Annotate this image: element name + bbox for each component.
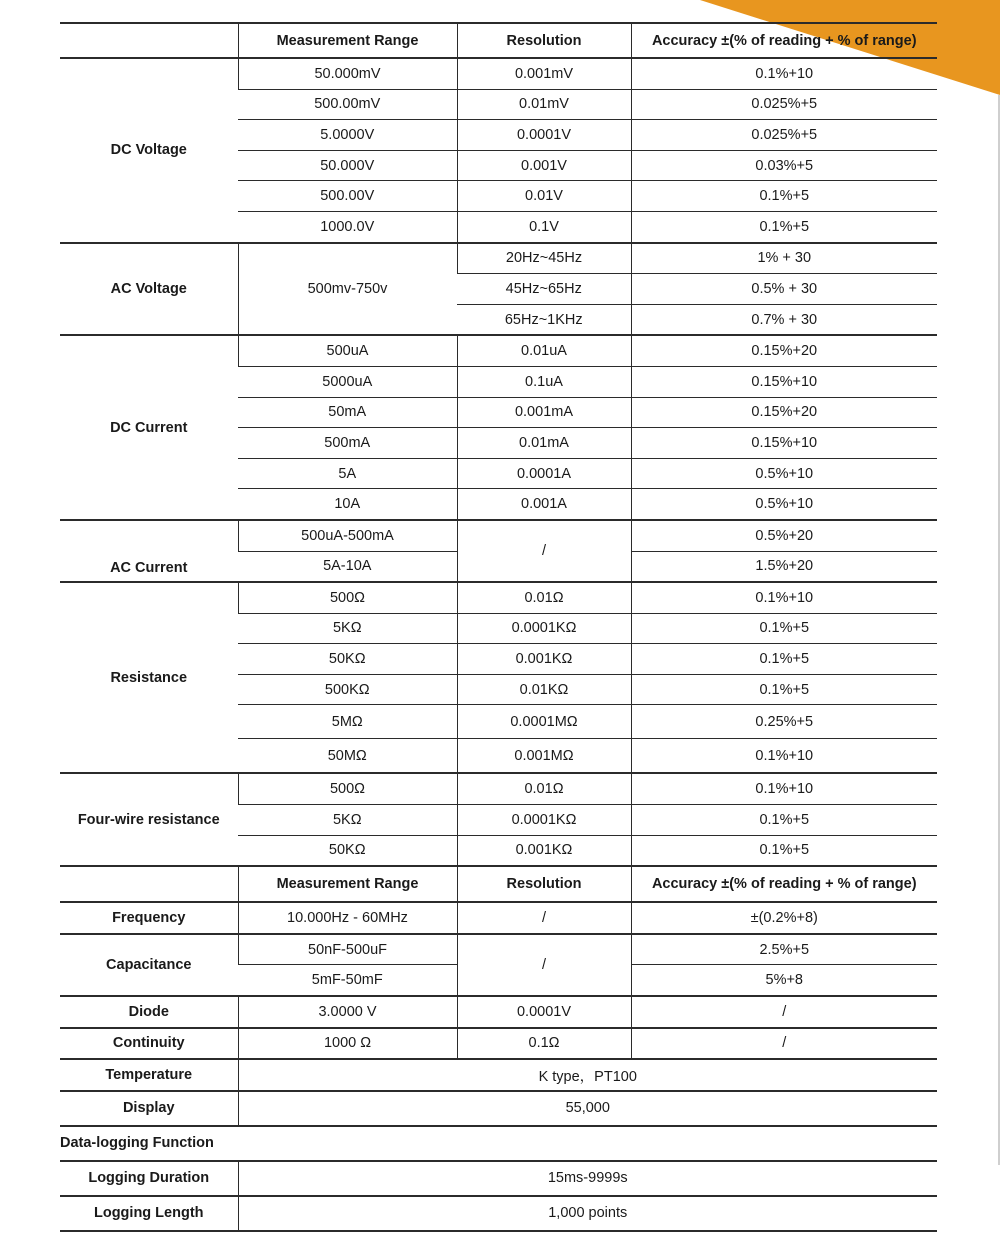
range-cell: 50.000mV — [238, 58, 457, 89]
accuracy-cell: 1.5%+20 — [631, 551, 937, 582]
category-ac-voltage: AC Voltage — [60, 243, 238, 336]
range-cell: 500.00mV — [238, 89, 457, 120]
resolution-cell: 0.0001V — [457, 120, 631, 151]
display-value: 55,000 — [238, 1091, 937, 1126]
resolution-cell: 20Hz~45Hz — [457, 243, 631, 274]
category-ac-current: AC Current — [60, 520, 238, 582]
resolution-cell: 0.0001A — [457, 458, 631, 489]
table-row — [60, 1028, 937, 1060]
table-header-row — [60, 23, 937, 58]
range-cell: 5A-10A — [238, 551, 457, 582]
table-row — [60, 520, 937, 551]
accuracy-cell: 5%+8 — [631, 965, 937, 996]
range-cell: 500uA — [238, 335, 457, 366]
accuracy-cell: 0.25%+5 — [631, 705, 937, 739]
resolution-cell: 0.1V — [457, 211, 631, 242]
accuracy-cell: 0.03%+5 — [631, 150, 937, 181]
header-blank-cell — [60, 866, 238, 902]
accuracy-cell: 0.1%+5 — [631, 835, 937, 866]
resolution-cell: 0.01Ω — [457, 582, 631, 613]
range-cell: 50.000V — [238, 150, 457, 181]
accuracy-cell: 0.5% + 30 — [631, 274, 937, 305]
resolution-cell: 0.01V — [457, 181, 631, 212]
accuracy-cell: 0.1%+5 — [631, 644, 937, 675]
category-temperature: Temperature — [60, 1059, 238, 1091]
accuracy-cell: 0.15%+10 — [631, 428, 937, 459]
resolution-cell: 0.001MΩ — [457, 739, 631, 774]
resolution-cell: / — [457, 902, 631, 934]
accuracy-cell: 0.025%+5 — [631, 120, 937, 151]
resolution-cell: 0.001mA — [457, 397, 631, 428]
range-cell: 50MΩ — [238, 739, 457, 774]
accuracy-cell: 0.15%+20 — [631, 335, 937, 366]
accuracy-cell: 0.15%+10 — [631, 366, 937, 397]
resolution-cell: 0.001V — [457, 150, 631, 181]
table-row — [60, 582, 937, 613]
accuracy-cell: 0.1%+5 — [631, 805, 937, 836]
resolution-cell: 0.01uA — [457, 335, 631, 366]
table-row — [60, 773, 937, 804]
range-cell: 500Ω — [238, 582, 457, 613]
category-capacitance: Capacitance — [60, 934, 238, 996]
range-cell: 5MΩ — [238, 705, 457, 739]
header-blank-cell — [60, 23, 238, 58]
table-row — [60, 335, 937, 366]
accuracy-cell: 1% + 30 — [631, 243, 937, 274]
category-four-wire-resistance: Four-wire resistance — [60, 773, 238, 866]
resolution-cell: 0.01KΩ — [457, 674, 631, 705]
range-cell: 5.0000V — [238, 120, 457, 151]
table-row — [60, 58, 937, 89]
resolution-cell: / — [457, 934, 631, 996]
resolution-cell: 0.0001MΩ — [457, 705, 631, 739]
table-row — [60, 902, 937, 934]
accuracy-cell: / — [631, 1028, 937, 1060]
range-cell: 500KΩ — [238, 674, 457, 705]
accuracy-cell: / — [631, 996, 937, 1028]
table-header-row — [60, 866, 937, 902]
range-cell: 5KΩ — [238, 613, 457, 644]
accuracy-cell: 0.5%+10 — [631, 489, 937, 520]
accuracy-cell: 2.5%+5 — [631, 934, 937, 965]
range-cell: 50nF-500uF — [238, 934, 457, 965]
category-logging-length: Logging Length — [60, 1196, 238, 1231]
resolution-cell: 0.1Ω — [457, 1028, 631, 1060]
accuracy-cell: 0.1%+10 — [631, 58, 937, 89]
accuracy-cell: 0.1%+10 — [631, 773, 937, 804]
accuracy-cell: 0.1%+10 — [631, 582, 937, 613]
table-row — [60, 243, 937, 274]
accuracy-cell: 0.1%+5 — [631, 613, 937, 644]
logging-duration-value: 15ms-9999s — [238, 1161, 937, 1196]
table-row — [60, 996, 937, 1028]
table-row — [60, 1059, 937, 1091]
accuracy-cell: 0.1%+10 — [631, 739, 937, 774]
range-cell: 500mA — [238, 428, 457, 459]
resolution-cell: 0.001KΩ — [457, 644, 631, 675]
table-row — [60, 934, 937, 965]
logging-length-value: 1,000 points — [238, 1196, 937, 1231]
table-row — [60, 1126, 937, 1161]
range-cell: 10A — [238, 489, 457, 520]
table-row — [60, 1091, 937, 1126]
category-frequency: Frequency — [60, 902, 238, 934]
resolution-cell: 0.01mV — [457, 89, 631, 120]
table-row — [60, 1161, 937, 1196]
resolution-cell: 0.001A — [457, 489, 631, 520]
range-cell: 5mF-50mF — [238, 965, 457, 996]
range-cell: 1000.0V — [238, 211, 457, 242]
range-cell: 5KΩ — [238, 805, 457, 836]
temperature-value: K type，PT100 — [238, 1059, 937, 1091]
resolution-cell: 45Hz~65Hz — [457, 274, 631, 305]
resolution-cell: 0.001KΩ — [457, 835, 631, 866]
range-cell: 5000uA — [238, 366, 457, 397]
range-cell: 50KΩ — [238, 644, 457, 675]
resolution-cell: 0.001mV — [457, 58, 631, 89]
resolution-cell: 0.01Ω — [457, 773, 631, 804]
range-cell: 50mA — [238, 397, 457, 428]
header-resolution: Resolution — [457, 23, 631, 58]
category-dc-current: DC Current — [60, 335, 238, 520]
resolution-cell: 0.1uA — [457, 366, 631, 397]
resolution-cell: 65Hz~1KHz — [457, 304, 631, 335]
table-row — [60, 1196, 937, 1231]
resolution-cell: 0.01mA — [457, 428, 631, 459]
header-measurement-range: Measurement Range — [238, 866, 457, 902]
category-logging-duration: Logging Duration — [60, 1161, 238, 1196]
section-data-logging: Data-logging Function — [60, 1126, 937, 1161]
accuracy-cell: 0.1%+5 — [631, 211, 937, 242]
accuracy-cell: 0.15%+20 — [631, 397, 937, 428]
accuracy-cell: 0.5%+20 — [631, 520, 937, 551]
header-measurement-range: Measurement Range — [238, 23, 457, 58]
header-accuracy: Accuracy ±(% of reading + % of range) — [631, 23, 937, 58]
spec-table — [60, 22, 937, 1232]
range-cell: 5A — [238, 458, 457, 489]
accuracy-cell: 0.025%+5 — [631, 89, 937, 120]
range-cell: 500uA-500mA — [238, 520, 457, 551]
resolution-cell: / — [457, 520, 631, 582]
range-cell: 500Ω — [238, 773, 457, 804]
resolution-cell: 0.0001KΩ — [457, 613, 631, 644]
accuracy-cell: ±(0.2%+8) — [631, 902, 937, 934]
range-cell: 500.00V — [238, 181, 457, 212]
range-cell: 3.0000 V — [238, 996, 457, 1028]
resolution-cell: 0.0001KΩ — [457, 805, 631, 836]
header-resolution: Resolution — [457, 866, 631, 902]
category-display: Display — [60, 1091, 238, 1126]
category-resistance: Resistance — [60, 582, 238, 773]
range-cell: 500mv-750v — [238, 243, 457, 336]
accuracy-cell: 0.1%+5 — [631, 674, 937, 705]
range-cell: 1000 Ω — [238, 1028, 457, 1060]
resolution-cell: 0.0001V — [457, 996, 631, 1028]
accuracy-cell: 0.1%+5 — [631, 181, 937, 212]
category-diode: Diode — [60, 996, 238, 1028]
range-cell: 10.000Hz - 60MHz — [238, 902, 457, 934]
accuracy-cell: 0.5%+10 — [631, 458, 937, 489]
category-dc-voltage: DC Voltage — [60, 58, 238, 243]
accuracy-cell: 0.7% + 30 — [631, 304, 937, 335]
range-cell: 50KΩ — [238, 835, 457, 866]
category-continuity: Continuity — [60, 1028, 238, 1060]
header-accuracy: Accuracy ±(% of reading + % of range) — [631, 866, 937, 902]
